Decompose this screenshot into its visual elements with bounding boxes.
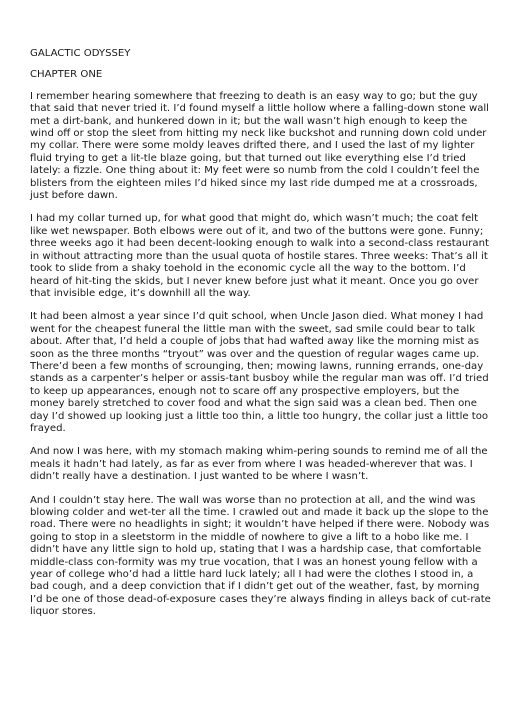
document-page <box>30 48 492 630</box>
paragraph-2: I had my collar turned up, for what good that might do, which wasn’t much; the coat felt like wet newspaper. Both elbows were out of it, and two of the buttons were gone. Funny; three weeks ago it had been decent-looking enough to walk into a second-class restaurant in without attracting more than the usual quota of hostile stares. Three weeks: That’s all it took to slide from a shaky toehold in the economic cycle all the way to the bottom. I’d heard of hit-ting the skids, but I never knew before just what it meant. Once you go over that invisible edge, it’s downhill all the way. <box>30 213 489 299</box>
book-title: GALACTIC ODYSSEY <box>30 48 131 59</box>
paragraph-5: And I couldn’t stay here. The wall was worse than no protection at all, and the wind was blowing colder and wet-ter all the time. I crawled out and made it back up the slope to the road. There were no headlights in sight; it wouldn’t have helped if there were. Nobody was going to stop in a sleetstorm in the middle of nowhere to give a lift to a hobo like me. I didn’t have any little sign to hold up, stating that I was a hardship case, that comfortable middle-class con-formity was my true vocation, that I was an honest young fellow with a year of college who’d had a little hard luck lately; all I had were the clothes I stood in, a bad cough, and a deep conviction that if I didn’t get out of the weather, fast, by morning I’d be one of those dead-of-exposure cases they’re always finding in alleys back of cut-rate liquor stores. <box>30 494 491 618</box>
paragraph-3: It had been almost a year since I’d quit school, when Uncle Jason died. What money I had went for the cheapest funeral the little man with the sweet, sad smile could bear to talk about. After that, I’d held a couple of jobs that had wafted away like the morning mist as soon as the three months “tryout” was over and the question of regular wages came up. There’d been a few months of scrounging, then; mowing lawns, running errands, one-day stands as a carpenter’s helper or assis-tant busboy while the regular man was off. I’d tried to keep up appearances, enough not to scare off any prospective employers, but the money barely stretched to cover food and what the sign said was a clean bed. Then one day I’d showed up looking just a little too thin, a little too hungry, the collar just a little too frayed. <box>30 311 489 434</box>
paragraph-1: I remember hearing somewhere that freezing to death is an easy way to go; but the guy that said that never tried it. I’d found myself a little hollow where a falling-down stone wall met a dirt-bank, and hunkered down in it; but the wall wasn’t high enough to keep the wind off or stop the sleet from hitting my neck like buckshot and running down cold under my collar. There were some moldy leaves drifted there, and I used the last of my lighter fluid trying to get a lit-tle blaze going, but that turned out like everything else I’d tried lately: a fizzle. One thing about it: My feet were so numb from the cold I couldn’t feel the blisters from the eighteen miles I’d hiked since my last ride dumped me at a crossroads, just before dawn. <box>30 90 489 202</box>
paragraph-4: And now I was here, with my stomach making whim-pering sounds to remind me of all the meals it hadn’t had lately, as far as ever from where I was headed-wherever that was. I didn’t really have a destination. I just wanted to be where I wasn’t. <box>30 446 488 483</box>
chapter-heading: CHAPTER ONE <box>30 69 103 81</box>
